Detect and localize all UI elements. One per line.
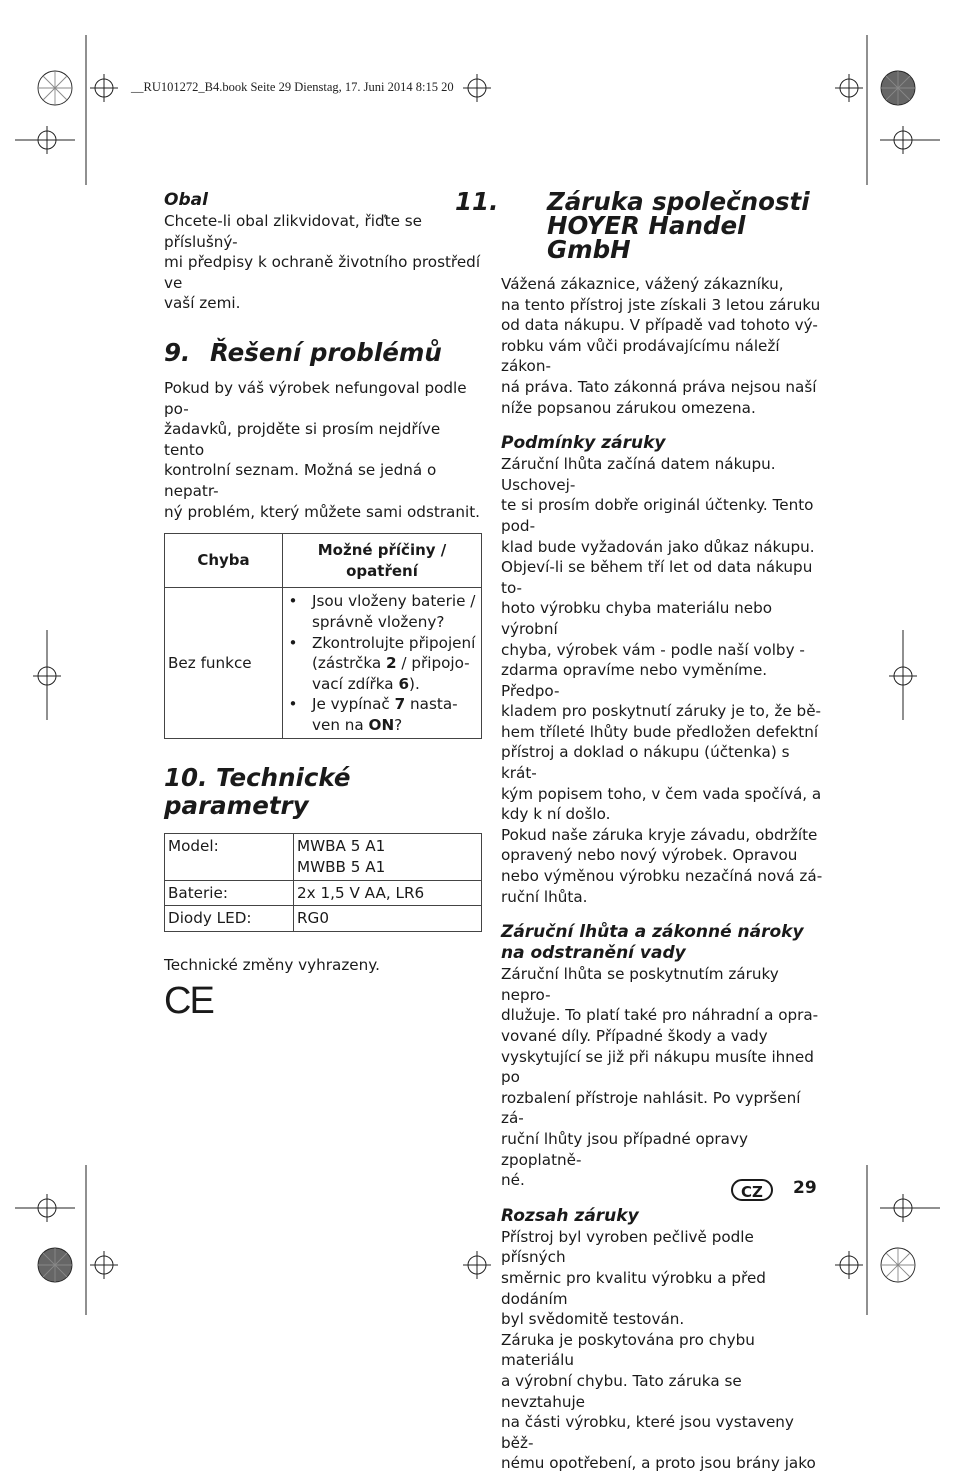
scope-heading: Rozsah záruky [501, 1205, 639, 1226]
column-header-causes: Možné příčiny / opatření [283, 534, 482, 588]
section-9-title: 9. Řešení problémů [164, 337, 442, 367]
list-item: • Jsou vloženy baterie / správně vloženy? [312, 591, 478, 632]
page-number: 29 [793, 1178, 817, 1198]
list-item: • Je vypínač 7 nasta- ven na ON? [312, 694, 478, 735]
spec-table [164, 833, 482, 931]
spec-value: 2x 1,5 V AA, LR6 [294, 880, 482, 906]
conditions-heading: Podmínky záruky [501, 433, 666, 454]
table-row [165, 588, 482, 739]
conditions-text: Záruční lhůta začíná datem nákupu. Uschovej- te si prosím dobře originál účtenky. Tento pod- klad bude vyžadován jako důkaz nákupu. Objeví-li se během tří let od data nákupu to- hoto výrobku chyba materiálu nebo výrobní chyba, výrobek vám - podle naší volby - zdarma opravíme nebo vyměníme. Předpo- kladem pro poskytnutí záruky je to, že bě- hem tříleté lhůty bude předložen defektní přístroj a doklad o nákupu (účtenka) s krát- kým popisem toho, v čem vada spočívá, a kdy k ní došlo. Pokud naše záruka kryje závadu, obdržíte opravený nebo nový výrobek. Opravou nebo výměnou výrobku nezačíná nová zá- ruční lhůta. [501, 455, 823, 906]
right-column [455, 187, 823, 1474]
table-header-row [165, 534, 482, 588]
warranty-intro: Vážená zákaznice, vážený zákazníku, na tento přístroj jste získali 3 letou záruku od data nákupu. V případě vad tohoto vý- robku vám vůči prodávajícímu náleží zákon- ná práva. Tato zákonná práva nejsou naší níže popsanou zárukou omezena. [501, 275, 821, 417]
obal-text: Chcete-li obal zlikvidovat, řiďte se příslušný- mi předpisy k ochraně životního prostředí ve vaší zemi. [164, 212, 481, 313]
spec-label: Diody LED: [165, 906, 294, 932]
spec-label: Model: [165, 834, 294, 880]
table-row [165, 834, 482, 880]
obal-heading: Obal [164, 190, 208, 210]
error-cell: Bez funkce [165, 588, 283, 739]
left-column [164, 190, 484, 1021]
period-text: Záruční lhůta se poskytnutím záruky nepro- dlužuje. To platí také pro náhradní a opra- vované díly. Případné škody a vady vyskytující se již při nákupu musíte ihned po rozbalení přístroje nahlásit. Po vypršení zá- ruční lhůty jsou případné opravy zpoplatně- né. [501, 965, 819, 1190]
spec-value: RG0 [294, 906, 482, 932]
section-11-title: 11. Záruka společnosti HOYER Handel GmbH [455, 187, 810, 264]
language-badge: CZ [731, 1179, 773, 1201]
table-row [165, 880, 482, 906]
technical-changes-note: Technické změny vyhrazeny. [164, 955, 380, 974]
remedies-cell [283, 588, 482, 739]
troubleshooting-table [164, 533, 482, 739]
file-info-header: __RU101272_B4.book Seite 29 Dienstag, 17. Juni 2014 8:15 20 [131, 80, 454, 94]
section-10-title: 10. Technické parametry [164, 763, 351, 821]
table-row [165, 906, 482, 932]
period-heading: Záruční lhůta a zákonné nároky na odstranění vady [501, 922, 804, 964]
spec-label: Baterie: [165, 880, 294, 906]
section-9-text: Pokud by váš výrobek nefungoval podle po- žadavků, projděte si prosím nejdříve tento kontrolní seznam. Možná se jedná o nepatr- ný problém, který můžete sami odstranit. [164, 378, 480, 521]
spec-value: MWBA 5 A1 MWBB 5 A1 [294, 834, 482, 880]
scope-text: Přístroj byl vyroben pečlivě podle přísných směrnic pro kvalitu výrobku a před dodáním byl svědomitě testován. Záruka je poskytována pro chybu materiálu a výrobní chybu. Tato záruka se nevztahuje na části výrobku, které jsou vystaveny běž- nému opotřebení, a proto jsou brány jako [501, 1227, 816, 1473]
column-header-error: Chyba [165, 534, 283, 588]
list-item: • Zkontrolujte připojení (zástrčka 2 / připojo- vací zdířka 6). [312, 633, 478, 695]
ce-mark-icon: CE [164, 980, 213, 1023]
